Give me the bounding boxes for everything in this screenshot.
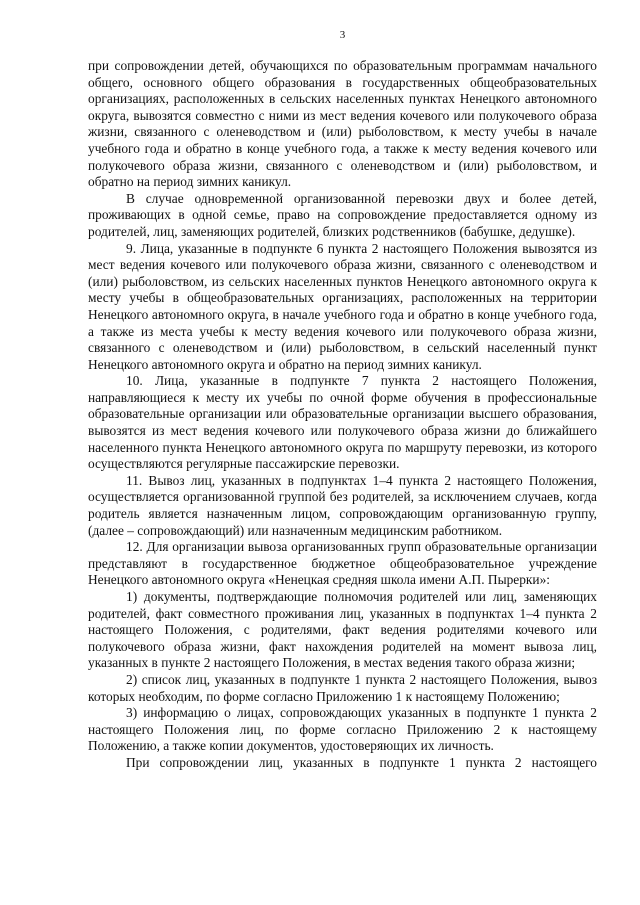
- paragraph-final-fragment: При сопровождении лиц, указанных в подпункте 1 пункта 2 настоящего: [126, 754, 597, 770]
- paragraph-item-10: 10. Лица, указанные в подпункте 7 пункта 2 настоящего Положения, направляющиеся к месту их учебы по очной форме обучения в профессиональные образовательные организации или образовательные организации высшего образования, вывозятся из мест ведения кочевого или полукочевого образа жизни до ближайшего населенного пункта Ненецкого автономного округа по маршруту перевозки, из которого осуществляются регулярные пассажирские перевозки.: [88, 373, 597, 472]
- page-number: 3: [339, 29, 346, 41]
- paragraph-item-12-sub-2: 2) список лиц, указанных в подпункте 1 пункта 2 настоящего Положения, вывоз которых необходим, по форме согласно Приложению 1 к настоящему Положению;: [88, 671, 597, 704]
- paragraph-continuation: при сопровождении детей, обучающихся по образовательным программам начального общего, основного общего образования в государственных общеобразовательных организациях, расположенных в сельских населенных пунктах Ненецкого автономного округа, вывозятся совместно с ними из мест ведения кочевого или полукочевого образа жизни, связанного с оленеводством и (или) рыболовством, к месту учебы в начале учебного года и обратно в конце учебного года, а также к месту ведения кочевого или полукочевого образа жизни, связанного с оленеводством и (или) рыболовством, и обратно на период зимних каникул.: [88, 58, 597, 190]
- paragraph-two-children: В случае одновременной организованной перевозки двух и более детей, проживающих в одной семье, право на сопровождение предоставляется одному из родителей, лиц, заменяющих родителей, близких родственников (бабушке, дедушке).: [88, 190, 597, 239]
- paragraph-item-12-sub-1: 1) документы, подтверждающие полномочия родителей или лиц, заменяющих родителей, факт совместного проживания лиц, указанных в подпунктах 1–4 пункта 2 настоящего Положения, с родителями, факт ведения родителями кочевого или полукочевого образа жизни, факт нахождения родителей на момент вывоза лиц, указанных в пункте 2 настоящего Положения, в местах ведения такого образа жизни;: [88, 589, 597, 671]
- document-page: [88, 28, 597, 772]
- paragraph-item-11: 11. Вывоз лиц, указанных в подпунктах 1–4 пункта 2 настоящего Положения, осуществляется организованной группой без родителей, за исключением случаев, когда родитель является назначенным лицом, сопровождающим организованную группу, (далее – сопровождающий) или назначенным медицинским работником.: [88, 472, 597, 538]
- paragraph-item-9: 9. Лица, указанные в подпункте 6 пункта 2 настоящего Положения вывозятся из мест ведения кочевого или полукочевого образа жизни, связанного с оленеводством и (или) рыболовством, из сельских населенных пунктов Ненецкого автономного округа к месту учебы в общеобразовательных организациях, расположенных на территории Ненецкого автономного округа, в начале учебного года и обратно в конце учебного года, а также из места учебы к месту ведения кочевого или полукочевого образа жизни, связанного с оленеводством и (или) рыболовством, в сельский населенный пункт Ненецкого автономного округа и обратно на период зимних каникул.: [88, 240, 597, 372]
- paragraph-item-12-sub-3: 3) информацию о лицах, сопровождающих указанных в подпункте 1 пункта 2 настоящего Положения лиц, по форме согласно Приложению 2 к настоящему Положению, а также копии документов, удостоверяющих их личность.: [88, 705, 597, 754]
- paragraph-item-12: 12. Для организации вывоза организованных групп образовательные организации представляют в государственное бюджетное общеобразовательное учреждение Ненецкого автономного округа «Ненецкая средняя школа имени А.П. Пырерки»:: [88, 539, 597, 588]
